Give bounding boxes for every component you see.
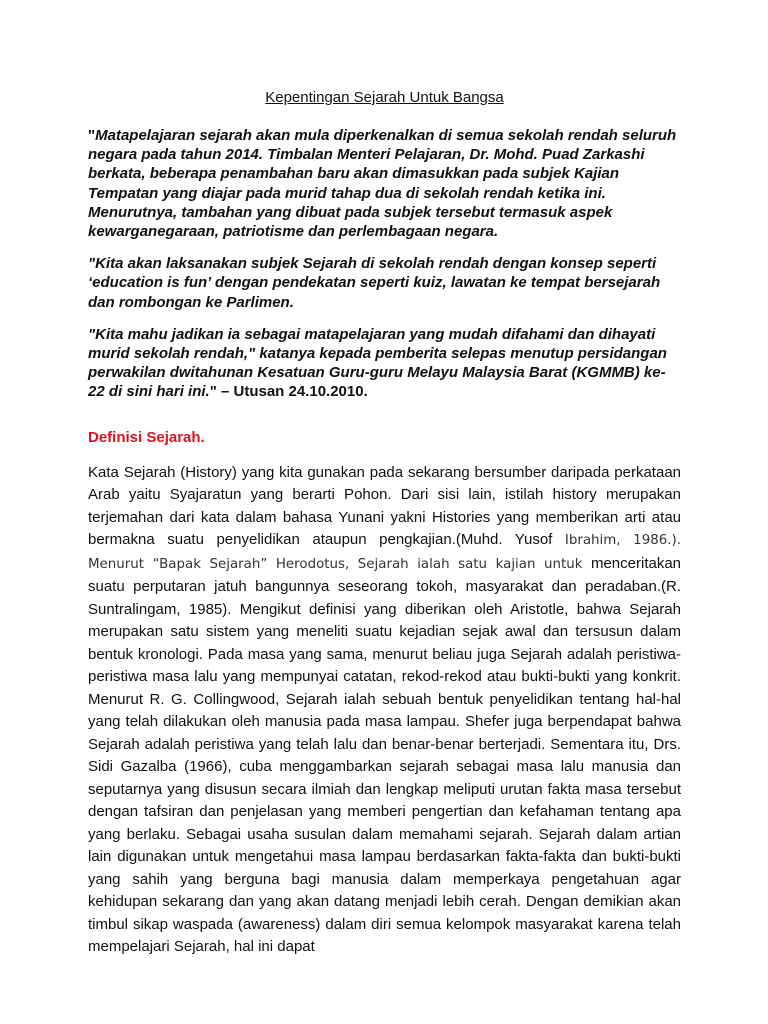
quote-paragraph-1	[88, 126, 681, 241]
definition-text-part-3: menceritakan suatu perputaran jatuh bangunnya seseorang tokoh, masyarakat dan peradaban.(R. Suntralingam, 1985). Mengikut definisi yang diberikan oleh Aristotle, bahwa Sejarah merupakan satu sistem yang meneliti suatu kejadian sejak awal dan tersusun dalam bentuk kronologi. Pada masa yang sama, menurut beliau juga Sejarah adalah peristiwa-peristiwa masa lalu yang mempunyai catatan, rekod-rekod atau bukti-bukti yang konkrit. Menurut R. G. Collingwood, Sejarah ialah sebuah bentuk penyelidikan tentang hal-hal yang telah dilakukan oleh manusia pada masa lampau. Shefer juga berpendapat bahwa Sejarah adalah peristiwa yang telah lalu dan benar-benar berterjadi. Sementara itu, Drs. Sidi Gazalba (1966), cuba menggambarkan sejarah sebagai masa lalu manusia dan seputarnya yang disusun secara ilmiah dan lengkap meliputi urutan fakta masa tersebut dengan tafsiran dan penjelasan yang memberi pengertian dan kefahaman tentang apa yang berlaku. Sebagai usaha susulan dalam memahami sejarah. Sejarah dalam artian lain digunakan untuk mengetahui masa lampau berdasarkan fakta-fakta dan bukti-bukti yang sahih yang berguna bagi manusia dalam memperkaya pengetahuan agar kehidupan sekarang dan yang akan datang menjadi lebih cerah. Dengan demikian akan timbul sikap waspada (awareness) dalam diri semua kelompok masyarakat karena telah mempelajari Sejarah, hal ini dapat	[88, 554, 682, 956]
quote-paragraph-3	[88, 325, 681, 402]
definition-text-part-2: Ibrahim, 1986.). Menurut “Bapak Sejarah” Herodotus, Sejarah ialah satu kajian untuk	[88, 533, 681, 572]
document-title: Kepentingan Sejarah Untuk Bangsa	[265, 89, 504, 106]
quote-paragraph-2	[88, 254, 681, 312]
quote-3-source: " – Utusan 24.10.2010.	[209, 383, 368, 401]
quote-1-text: Matapelajaran sejarah akan mula diperkenalkan di semua sekolah rendah seluruh negara pada tahun 2014. Timbalan Menteri Pelajaran, Dr. Mohd. Puad Zarkashi berkata, beberapa penambahan baru akan dimasukkan pada subjek Kajian Tempatan yang diajar pada murid tahap dua di sekolah rendah ketika ini. Menurutnya, tambahan yang dibuat pada subjek tersebut termasuk aspek kewarganegaraan, patriotisme dan perlembagaan negara.	[88, 127, 677, 241]
quote-open-mark: "	[88, 127, 96, 144]
quote-3-text: "Kita mahu jadikan ia sebagai matapelajaran yang mudah difahami dan dihayati murid sekolah rendah," katanya kepada pemberita selepas menutup persidangan perwakilan dwitahunan Kesatuan Guru-guru Melayu Malaysia Barat (KGMMB) ke-22 di sini hari ini.	[88, 325, 667, 401]
section-heading-definisi: Definisi Sejarah.	[88, 428, 205, 446]
definition-paragraph	[88, 462, 681, 959]
document-page	[88, 88, 681, 959]
quote-2-text: "Kita akan laksanakan subjek Sejarah di sekolah rendah dengan konsep seperti ‘education is fun’ dengan pendekatan seperti kuiz, lawatan ke tempat bersejarah dan rombongan ke Parlimen.	[88, 255, 661, 311]
definition-text-part-1: Kata Sejarah (History) yang kita gunakan pada sekarang bersumber daripada perkataan Arab yaitu Syajaratun yang berarti Pohon. Dari sisi lain, istilah history merupakan terjemahan dari kata dalam bahasa Yunani yakni Histories yang memberikan arti atau bermakna suatu penyelidikan ataupun pengkajian.(Muhd. Yusof	[88, 463, 681, 549]
